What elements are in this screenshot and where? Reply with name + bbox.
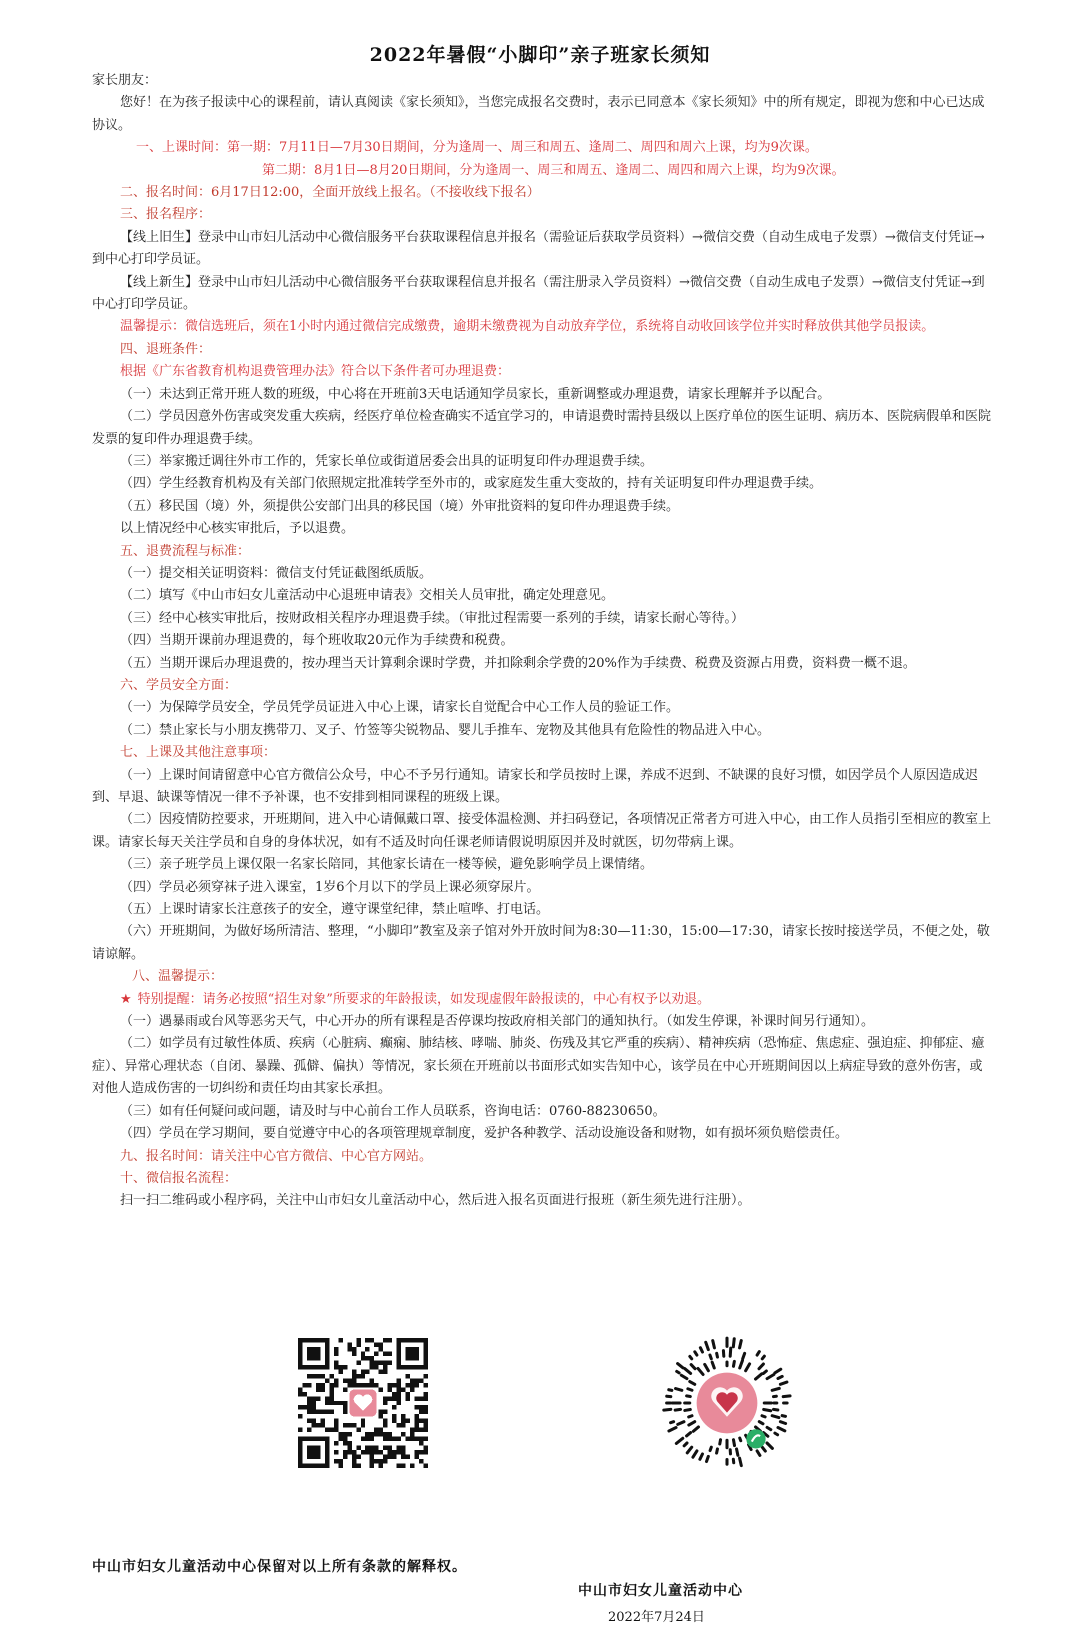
section-7-item-4: （四）学员必须穿袜子进入课室，1岁6个月以下的学员上课必须穿尿片。: [120, 879, 540, 895]
section-4-item-2: （二）学员因意外伤害或突发重大疾病，经医疗单位检查确实不适宜学习的，申请退费时需持县级以上医疗单位的医生证明、病历本、医院病假单和医院发票的复印件办理退费手续。: [92, 409, 992, 447]
footer-rights: 中山市妇女儿童活动中心保留对以上所有条款的解释权。: [92, 1559, 467, 1575]
section-4-item-5: （五）移民国（境）外，须提供公安部门出具的移民国（境）外审批资料的复印件办理退费手续。: [120, 498, 680, 514]
section-2: 二、报名时间：6月17日12:00，全面开放线上报名。（不接收线下报名）: [120, 185, 540, 201]
star-icon: ★: [120, 991, 132, 1007]
section-8-item-4: （四）学员在学习期间，要自觉遵守中心的各项管理规章制度，爱护各种教学、活动设施设备和财物，如有损坏须负赔偿责任。: [120, 1126, 849, 1142]
section-5-heading: 五、退费流程与标准：: [120, 543, 251, 559]
section-10-text: 扫一扫二维码或小程序码，关注中山市妇女儿童活动中心，然后进入报名页面进行报班（新生须先进行注册）。: [120, 1193, 751, 1209]
section-6-item-2: （二）禁止家长与小朋友携带刀、叉子、竹签等尖锐物品、婴儿手推车、宠物及其他具有危险性的物品进入中心。: [120, 722, 771, 738]
section-4-item-4: （四）学生经教育机构及有关部门依照规定批准转学至外市的，或家庭发生重大变故的，持有关证明复印件办理退费手续。: [120, 476, 823, 492]
section-6-heading: 六、学员安全方面：: [120, 677, 238, 693]
section-7-item-2: （二）因疫情防控要求，开班期间，进入中心请佩戴口罩、接受体温检测、并扫码登记，各项情况正常者方可进入中心，由工作人员指引至相应的教室上课。请家长每天关注学员和自身的身体状况，如有不适及时向任课老师请假说明原因并及时就医，切勿带病上课。: [92, 812, 992, 850]
section-6-item-1: （一）为保障学员安全，学员凭学员证进入中心上课，请家长自觉配合中心工作人员的验证工作。: [120, 700, 680, 716]
section-8-item-3: （三）如有任何疑问或问题，请及时与中心前台工作人员联系，咨询电话：0760-88230650。: [120, 1103, 666, 1119]
section-7-heading: 七、上课及其他注意事项：: [120, 745, 277, 761]
section-4-item-1: （一）未达到正常开班人数的班级，中心将在开班前3天电话通知学员家长，重新调整或办理退费，请家长理解并予以配合。: [120, 386, 831, 402]
footer-organization: 中山市妇女儿童活动中心: [578, 1583, 743, 1599]
section-7-item-3: （三）亲子班学员上课仅限一名家长陪同，其他家长请在一楼等候，避免影响学员上课情绪。: [120, 857, 654, 873]
section-3-old-students: 【线上旧生】登录中山市妇儿活动中心微信服务平台获取课程信息并报名（需验证后获取学员资料）→微信交费（自动生成电子发票）→微信支付凭证→到中心打印学员证。: [92, 229, 985, 268]
section-3-heading: 三、报名程序：: [120, 207, 212, 223]
section-4-lead: 根据《广东省教育机构退费管理办法》符合以下条件者可办理退费：: [120, 364, 511, 380]
section-5-item-1: （一）提交相关证明资料：微信支付凭证截图纸质版。: [120, 565, 433, 581]
section-7-item-5: （五）上课时请家长注意孩子的安全，遵守课堂纪律，禁止喧哗、打电话。: [120, 902, 550, 918]
section-4-item-3: （三）举家搬迁调往外市工作的，凭家长单位或街道居委会出具的证明复印件办理退费手续。: [120, 453, 654, 469]
section-3-new-students: 【线上新生】登录中山市妇儿活动中心微信服务平台获取课程信息并报名（需注册录入学员资料）→微信交费（自动生成电子发票）→微信支付凭证→到中心打印学员证。: [92, 274, 985, 313]
section-8-special: [92, 989, 992, 1011]
section-8-item-1: （一）遇暴雨或台风等恶劣天气，中心开办的所有课程是否停课均按政府相关部门的通知执行。（如发生停课，补课时间另行通知）。: [120, 1014, 875, 1030]
intro-paragraph: 您好！在为孩子报读中心的课程前，请认真阅读《家长须知》，当您完成报名交费时，表示已同意本《家长须知》中的所有规定，即视为您和中心已达成协议。: [92, 95, 985, 133]
greeting: 家长朋友：: [92, 73, 158, 88]
section-7-item-6: （六）开班期间，为做好场所清洁、整理，“小脚印”教室及亲子馆对外开放时间为8:30—11:30，15:00—17:30，请家长按时接送学员，不便之处，敬请谅解。: [92, 924, 990, 962]
section-7-item-1: （一）上课时间请留意中心官方微信公众号，中心不予另行通知。请家长和学员按时上课，养成不迟到、不缺课的良好习惯，如因学员个人原因造成迟到、早退、缺课等情况一律不予补课，也不安排到相同课程的班级上课。: [92, 767, 979, 805]
section-5-item-3: （三）经中心核实审批后，按财政相关程序办理退费手续。（审批过程需要一系列的手续，请家长耐心等待。）: [120, 610, 745, 626]
section-10-heading: 十、微信报名流程：: [120, 1170, 238, 1186]
page-title: 2022年暑假“小脚印”亲子班家长须知: [369, 44, 711, 66]
mini-program-logo-icon: [746, 1429, 765, 1448]
section-8-special-text: 特别提醒：请务必按照“招生对象”所要求的年龄报读，如发现虚假年龄报读的，中心有权予以劝退。: [137, 991, 710, 1007]
mini-program-code-icon[interactable]: [658, 1334, 796, 1472]
qr-code-row: [0, 1338, 1080, 1468]
section-5-item-2: （二）填写《中山市妇女儿童活动中心退班申请表》交相关人员审批，确定处理意见。: [120, 588, 615, 604]
section-5-item-4: （四）当期开课前办理退费的，每个班收取20元作为手续费和税费。: [120, 633, 514, 649]
section-8-item-2: （二）如学员有过敏性体质、疾病（心脏病、癫痫、肺结核、哮喘、肺炎、伤残及其它严重的疾病）、精神疾病（恐怖症、焦虑症、强迫症、抑郁症、癔症）、异常心理状态（自闭、暴躁、孤僻、偏执）等情况，家长须在开班前以书面形式如实告知中心，该学员在中心开班期间因以上病症导致的意外伤害，或对他人造成伤害的一切纠纷和责任均由其家长承担。: [92, 1036, 985, 1097]
section-3-tip: 温馨提示：微信选班后，须在1小时内通过微信完成缴费，逾期未缴费视为自动放弃学位，系统将自动收回该学位并实时释放供其他学员报读。: [120, 319, 935, 335]
section-1-line-b: 第二期：8月1日—8月20日期间，分为逢周一、周三和周五、逢周二、周四和周六上课，均为9次课。: [262, 162, 845, 178]
section-4-end: 以上情况经中心核实审批后，予以退费。: [120, 521, 355, 537]
section-9: 九、报名时间：请关注中心官方微信、中心官方网站。: [120, 1148, 433, 1164]
section-4-heading: 四、退班条件：: [120, 341, 212, 357]
notice-body: [92, 70, 992, 1213]
section-8-heading: 八、温馨提示：: [132, 969, 224, 985]
section-1-line-a: 一、上课时间：第一期：7月11日—7月30日期间，分为逢周一、周三和周五、逢周二、周四和周六上课，均为9次课。: [136, 140, 818, 156]
wechat-qr-code-icon[interactable]: [298, 1338, 428, 1468]
footer-date: 2022年7月24日: [608, 1610, 705, 1625]
section-5-item-5: （五）当期开课后办理退费的，按办理当天计算剩余课时学费，并扣除剩余学费的20%作为手续费、税费及资源占用费，资料费一概不退。: [120, 655, 916, 671]
